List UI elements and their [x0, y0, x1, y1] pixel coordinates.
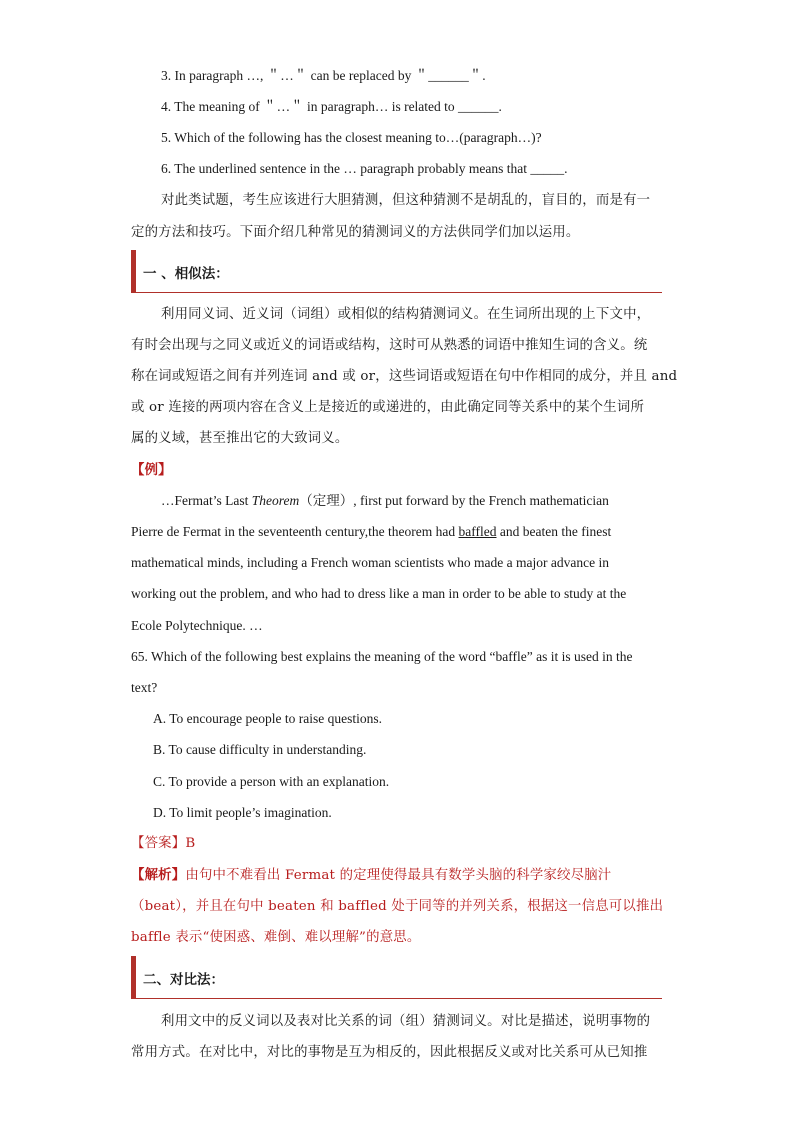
heading-accent-bar: [131, 250, 136, 292]
passage-line-4: working out the problem, and who had to dress like a man in order to be able to study at the: [131, 586, 627, 601]
passage-line-5: Ecole Polytechnique. …: [131, 618, 263, 633]
question-65-line-1: 65. Which of the following best explains the meaning of the word “baffle” as it is used in the: [131, 649, 633, 664]
question-3: 3. In paragraph …, ＂…＂ can be replaced by ＂______＂.: [161, 68, 486, 83]
option-c: C. To provide a person with an explanation.: [153, 774, 390, 789]
section-heading-text: 二、对比法：: [143, 972, 224, 988]
passage-text: Pierre de Fermat in the seventeenth century,the theorem had: [131, 524, 459, 539]
section-heading-contrast: [131, 956, 662, 999]
underlined-word-baffled: baffled: [458, 524, 497, 539]
section1-line-1: 利用同义词、近义词（词组）或相似的结构猜测词义。在生词所出现的上下文中，: [161, 307, 651, 322]
passage-theorem-word: Theorem: [251, 493, 300, 508]
option-a: A. To encourage people to raise questions.: [153, 711, 382, 726]
section1-line-4: 或 or 连接的两项内容在含义上是接近的或递进的，由此确定同等关系中的某个生词所: [131, 400, 645, 415]
passage-line-1: [161, 492, 609, 510]
question-4: 4. The meaning of ＂…＂ in paragraph… is related to ______.: [161, 99, 502, 114]
analysis-line-2: （beat），并且在句中 beaten 和 baffled 处于同等的并列关系，根据这一信息可以推出: [131, 899, 664, 914]
analysis-line-1: [131, 866, 611, 885]
passage-line-2: [131, 523, 611, 541]
section1-line-3: 称在词或短语之间有并列连词 and 或 or，这些词语或短语在句中作相同的成分，并且 and: [131, 369, 678, 384]
section-heading-text: 一 、相似法：: [143, 266, 229, 282]
question-5: 5. Which of the following has the closest meaning to…(paragraph…)?: [161, 130, 542, 145]
heading-accent-bar: [131, 956, 136, 998]
section2-line-1: 利用文中的反义词以及表对比关系的词（组）猜测词义。对比是描述，说明事物的: [161, 1014, 651, 1029]
analysis-label: 【解析】: [131, 867, 186, 883]
question-65-line-2: text?: [131, 680, 158, 695]
question-6: 6. The underlined sentence in the … paragraph probably means that _____.: [161, 161, 568, 176]
answer-line: 【答案】B: [131, 836, 196, 851]
passage-text: and beaten the finest: [496, 524, 612, 539]
option-b: B. To cause difficulty in understanding.: [153, 742, 367, 757]
section1-line-5: 属的义域，甚至推出它的大致词义。: [131, 431, 349, 446]
section2-line-2: 常用方式。在对比中，对比的事物是互为相反的，因此根据反义或对比关系可从已知推: [131, 1045, 648, 1060]
section-heading-similar: [131, 250, 662, 293]
passage-line-3: mathematical minds, including a French woman scientists who made a major advance in: [131, 555, 609, 570]
intro-line-1: 对此类试题，考生应该进行大胆猜测，但这种猜测不是胡乱的，盲目的，而是有一: [161, 193, 651, 208]
intro-line-2: 定的方法和技巧。下面介绍几种常见的猜测词义的方法供同学们加以运用。: [131, 225, 580, 240]
section1-line-2: 有时会出现与之同义或近义的词语或结构，这时可从熟悉的词语中推知生词的含义。统: [131, 338, 648, 353]
analysis-line-3: baffle 表示“使困惑、难倒、难以理解”的意思。: [131, 930, 421, 945]
passage-text: …Fermat’s Last: [161, 493, 252, 508]
passage-text: （定理）, first put forward by the French mathematician: [299, 493, 609, 508]
analysis-text: 由句中不难看出 Fermat 的定理使得最具有数学头脑的科学家绞尽脑汁: [185, 868, 612, 883]
example-label: 【例】: [131, 462, 172, 478]
option-d: D. To limit people’s imagination.: [153, 805, 332, 820]
